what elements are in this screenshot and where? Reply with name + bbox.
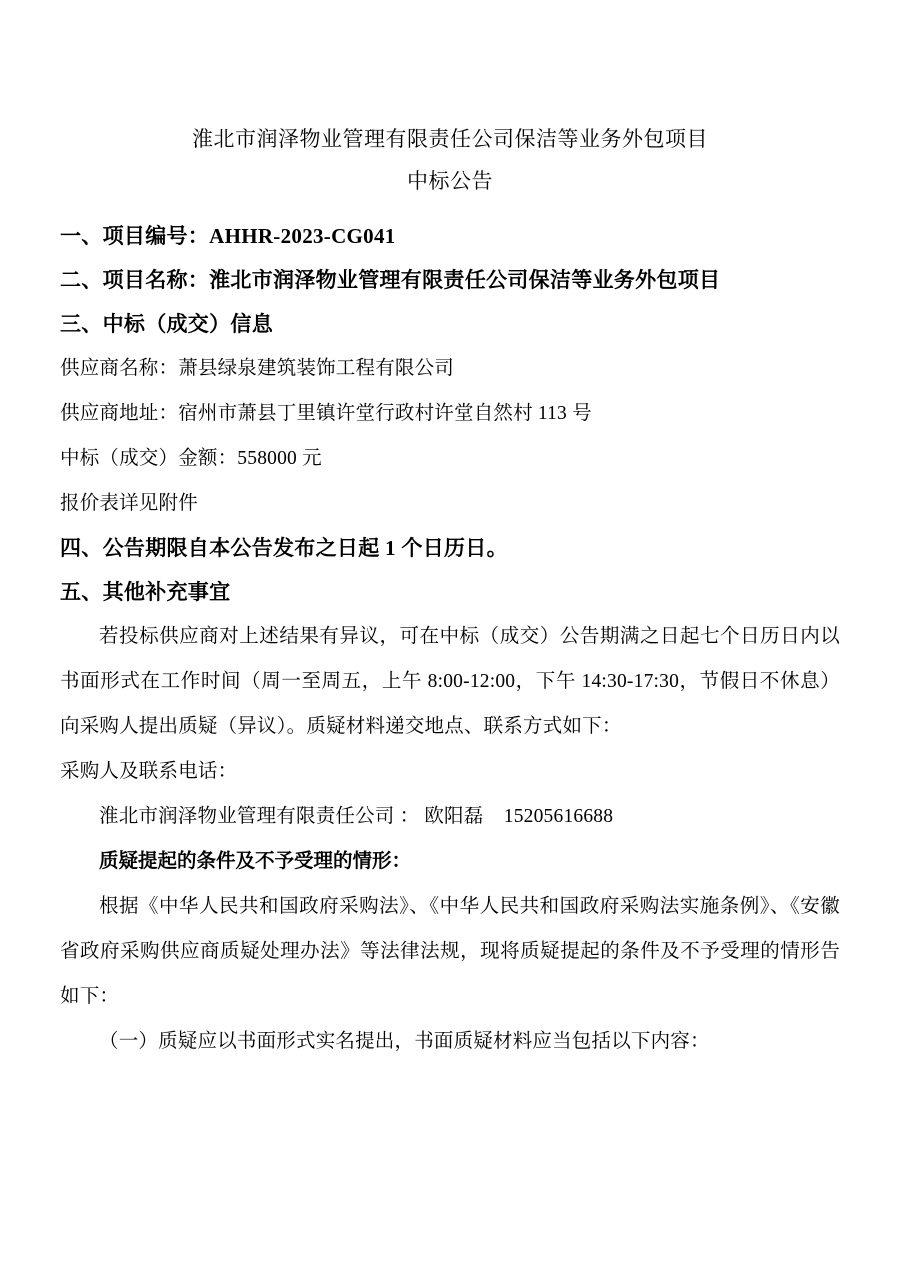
quotation-note: 报价表详见附件 bbox=[60, 493, 198, 514]
objection-paragraph: 若投标供应商对上述结果有异议，可在中标（成交）公告期满之日起七个日历日内以书面形式在工作时间（周一至周五，上午 8:00-12:00，下午 14:30-17:30，节假日不休息）向采购人提出质疑（异议）。质疑材料递交地点、联系方式如下： bbox=[60, 626, 840, 737]
award-amount: 中标（成交）金额：558000 元 bbox=[60, 448, 322, 469]
document-body bbox=[60, 118, 840, 1064]
purchaser-contact-value: 淮北市润泽物业管理有限责任公司 ： 欧阳磊 15205616688 bbox=[99, 806, 614, 827]
supplier-name: 供应商名称：萧县绿泉建筑装饰工程有限公司 bbox=[60, 358, 455, 379]
purchaser-contact-label: 采购人及联系电话： bbox=[60, 761, 238, 782]
section-project-number: 一、项目编号：AHHR-2023-CG041 bbox=[60, 224, 396, 248]
section-notice-period: 四、公告期限自本公告发布之日起 1 个日历日。 bbox=[60, 536, 508, 560]
section-other-matters: 五、其他补充事宜 bbox=[60, 580, 231, 604]
objection-conditions-title: 质疑提起的条件及不予受理的情形： bbox=[99, 851, 412, 872]
supplier-address: 供应商地址：宿州市萧县丁里镇许堂行政村许堂自然村 113 号 bbox=[60, 403, 592, 424]
legal-basis-paragraph: 根据《中华人民共和国政府采购法》、《中华人民共和国政府采购法实施条例》、《安徽省政府采购供应商质疑处理办法》等法律法规，现将质疑提起的条件及不予受理的情形告如下： bbox=[60, 896, 840, 1007]
section-award-info: 三、中标（成交）信息 bbox=[60, 312, 273, 336]
objection-item-one: （一）质疑应以书面形式实名提出，书面质疑材料应当包括以下内容： bbox=[99, 1031, 710, 1052]
document-title-line-1: 淮北市润泽物业管理有限责任公司保洁等业务外包项目 bbox=[192, 127, 708, 151]
document-title-line-2: 中标公告 bbox=[407, 169, 493, 193]
section-project-name: 二、项目名称：淮北市润泽物业管理有限责任公司保洁等业务外包项目 bbox=[60, 268, 721, 292]
